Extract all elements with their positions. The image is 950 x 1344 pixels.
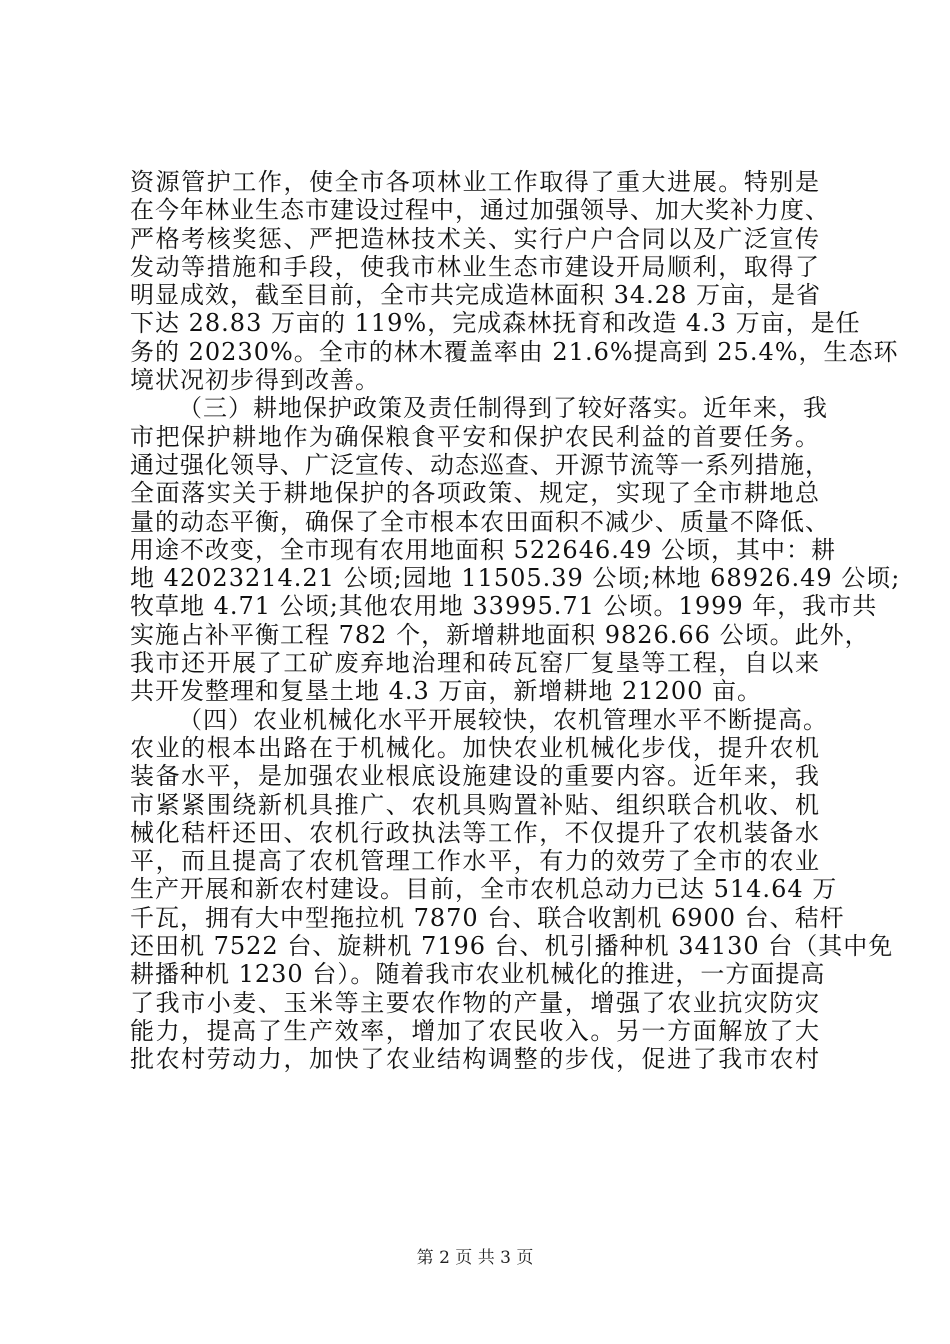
text-line: 发动等措施和手段，使我市林业生态市建设开局顺利，取得了 (130, 252, 820, 281)
text-line: 在今年林业生态市建设过程中，通过加强领导、加大奖补力度、 (130, 196, 830, 225)
text-line: 我市还开展了工矿废弃地治理和砖瓦窑厂复垦等工程，自以来 (130, 649, 820, 678)
text-line: 实施占补平衡工程 782 个，新增耕地面积 9826.66 公顷。此外， (130, 620, 870, 649)
text-line: 耕播种机 1230 台）。随着我市农业机械化的推进，一方面提高 (130, 960, 826, 989)
text-line: 平，而且提高了农机管理工作水平，有力的效劳了全市的农业 (130, 847, 820, 876)
text-line: 通过强化领导、广泛宣传、动态巡查、开源节流等一系列措施， (130, 450, 830, 479)
text-line: 地 42023214.21 公顷;园地 11505.39 公顷;林地 68926.49 公顷; (130, 564, 901, 593)
text-line: 全面落实关于耕地保护的各项政策、规定，实现了全市耕地总 (130, 479, 820, 508)
text-line: 械化秸杆还田、农机行政执法等工作，不仅提升了农机装备水 (130, 818, 820, 847)
text-line: 千瓦，拥有大中型拖拉机 7870 台、联合收割机 6900 台、秸杆 (130, 903, 845, 932)
text-line: 能力，提高了生产效率，增加了农民收入。另一方面解放了大 (130, 1016, 820, 1045)
text-line: 资源管护工作，使全市各项林业工作取得了重大进展。特别是 (130, 168, 820, 196)
paragraph-heading-4: （四）农业机械化水平开展较快，农机管理水平不断提高。 (178, 705, 828, 734)
text-line: 务的 20230%。全市的林木覆盖率由 21.6%提高到 25.4%，生态环 (130, 337, 899, 366)
text-line: 装备水平，是加强农业根底设施建设的重要内容。近年来，我 (130, 762, 820, 791)
text-line: 生产开展和新农村建设。目前，全市农机总动力已达 514.64 万 (130, 875, 838, 904)
page-footer: 第 2 页 共 3 页 (416, 1248, 534, 1268)
text-line: 农业的根本出路在于机械化。加快农业机械化步伐，提升农机 (130, 733, 820, 762)
text-line: 还田机 7522 台、旋耕机 7196 台、机引播种机 34130 台（其中免 (130, 932, 894, 961)
paragraph-heading-3: （三）耕地保护政策及责任制得到了较好落实。近年来，我 (178, 394, 828, 423)
body-text (130, 168, 901, 1074)
text-line: 严格考核奖惩、严把造林技术关、实行户户合同以及广泛宣传 (130, 224, 820, 253)
text-line: 牧草地 4.71 公顷;其他农用地 33995.71 公顷。1999 年，我市共 (130, 592, 878, 621)
text-line: 市把保护耕地作为确保粮食平安和保护农民利益的首要任务。 (130, 422, 820, 451)
text-line: 明显成效，截至目前，全市共完成造林面积 34.28 万亩，是省 (130, 281, 821, 310)
text-line: 批农村劳动力，加快了农业结构调整的步伐，促进了我市农村 (130, 1045, 820, 1074)
text-line: 用途不改变，全市现有农用地面积 522646.49 公顷，其中：耕 (130, 535, 837, 564)
text-line: 市紧紧围绕新机具推广、农机具购置补贴、组织联合机收、机 (130, 790, 820, 819)
text-line: 下达 28.83 万亩的 119%，完成森林抚育和改造 4.3 万亩，是任 (130, 309, 861, 338)
text-line: 境状况初步得到改善。 (130, 366, 380, 395)
text-line: 了我市小麦、玉米等主要农作物的产量，增强了农业抗灾防灾 (130, 988, 820, 1017)
text-line: 共开发整理和复垦土地 4.3 万亩，新增耕地 21200 亩。 (130, 677, 763, 706)
text-line: 量的动态平衡，确保了全市根本农田面积不减少、质量不降低、 (130, 507, 830, 536)
